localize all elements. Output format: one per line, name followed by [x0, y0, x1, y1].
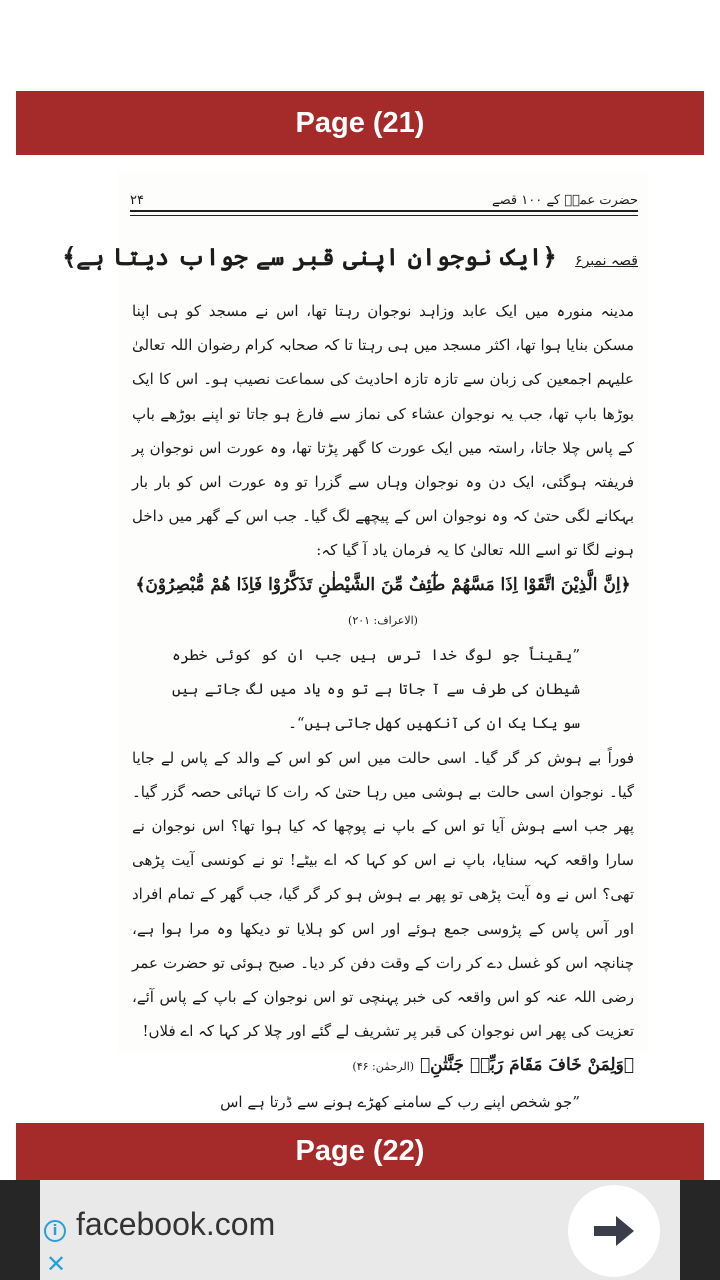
ad-domain-text[interactable]: facebook.com [76, 1206, 276, 1242]
header-rule [130, 210, 638, 212]
story-paragraph: فوراً بے ہوش کر گر گیا۔ اسی حالت میں اس کو اس کے والد کے پاس لے جایا گیا۔ نوجوان اسی حالت بے ہوشی میں رہا حتیٰ کہ رات کا تہائی حصہ گزر گیا۔ پھر جب اسے ہوش آیا تو اس کے باپ نے پوچھا کہ کیا ہوا تھا؟ اس نوجوان نے سارا واقعہ کہہ سنایا، باپ نے اس کو کہا کہ اے بیٹے! تو نے کونسی آیت پڑھی تھی؟ اس نے وہ آیت پڑھی تو پھر بے ہوش ہو کر گر گیا، جب گھر کے تمام افراد اور آس پاس کے پڑوسی جمع ہوئے اور اس کو ہلایا تو دیکھا وہ مرا ہوا ہے، چنانچہ اس کو غسل دے کر رات کے وقت دفن کر دیا۔ صبح ہوئی تو حضرت عمر رضی اللہ عنہ کو اس واقعہ کی خبر پہنچی تو اس نوجوان کے باپ کے پاس آئے، تعزیت کی پھر اس نوجوان کی قبر پر تشریف لے گئے اور چلا کر کہا کہ اے فلاں! [132, 748, 634, 1041]
story-paragraph: مدینہ منورہ میں ایک عابد وزاہد نوجوان رہتا تھا، اس نے مسجد کو ہی اپنا مسکن بنایا ہوا تھا، اکثر مسجد میں ہی رہتا تا کہ صحابہ کرام رضوان اللہ تعالیٰ علیہم اجمعین کی زبان سے تازہ تازہ احادیث کی سماعت نصیب ہو۔ اس کا ایک بوڑھا باپ تھا، جب یہ نوجوان عشاء کی نماز سے فارغ ہو جاتا تو اپنے بوڑھے باپ کے پاس چلا جاتا، راستہ میں ایک عورت کا گھر پڑتا تھا، وہ عورت اس نوجوان پر فریفتہ ہوگئی، ایک دن وہ نوجوان وہاں سے گزرا تو وہ عورت اس کو بار بار بہکانے لگی حتیٰ کہ وہ نوجوان اس کے پیچھے لگ گیا۔ جب اس کے گھر میں داخل ہونے لگا تو اسے اللہ تعالیٰ کا یہ فرمان یاد آ گیا کہ: [132, 302, 634, 560]
ad-open-button[interactable] [568, 1185, 660, 1277]
page-header-21 [16, 91, 704, 155]
quran-verse [132, 1048, 634, 1084]
verse-text: ﴿وَلِمَنْ خَافَ مَقَامَ رَبِّهٖ جَنَّتٰنِ﴾ [419, 1055, 634, 1076]
page-header-label: Page (21) [295, 106, 425, 139]
page-header-22 [16, 1123, 704, 1180]
ad-banner[interactable] [0, 1180, 720, 1280]
header-rule-thin [130, 215, 638, 216]
verse-translation: ”جو شخص اپنے رب کے سامنے کھڑے ہونے سے ڈرتا ہے اس [220, 1092, 580, 1111]
verse-reference: (الاعراف: ۲۰۱) [348, 613, 418, 627]
scanned-book-page [62, 172, 648, 1111]
story-title: ﴿ایک نوجوان اپنی قبر سے جواب دیتا ہے﴾ [62, 242, 557, 271]
verse-translation: ”یقیناً جو لوگ خدا ترس ہیں جب ان کو کوئی خطرہ شیطان کی طرف سے آ جاتا ہے تو وہ یاد میں لگ جاتے ہیں سو یکا یک ان کی آنکھیں کھل جاتی ہیں“۔ [172, 646, 580, 733]
close-icon[interactable]: ✕ [45, 1250, 67, 1278]
story-body [132, 294, 634, 1119]
page-number: ۲۴ [130, 192, 144, 208]
arrow-right-icon [592, 1213, 636, 1249]
story-number: قصہ نمبر۶ [575, 253, 638, 269]
verse-text: ﴿اِنَّ الَّذِیْنَ اتَّقَوْا اِذَا مَسَّھُمْ طٰٓئِفٌ مِّنَ الشَّیْطٰنِ تَذَکَّرُوْا فَاِذَا ھُمْ مُّبْصِرُوْنَ﴾ [135, 574, 631, 595]
quran-verse [132, 568, 634, 638]
story-title-line [62, 242, 638, 282]
ad-card[interactable] [40, 1180, 680, 1280]
book-title: حضرت عمرؓ کے ۱۰۰ قصے [491, 192, 638, 208]
info-icon[interactable]: i [44, 1220, 66, 1242]
page-header-label: Page (22) [295, 1135, 425, 1167]
verse-reference: (الرحمٰن: ۴۶) [352, 1060, 415, 1074]
